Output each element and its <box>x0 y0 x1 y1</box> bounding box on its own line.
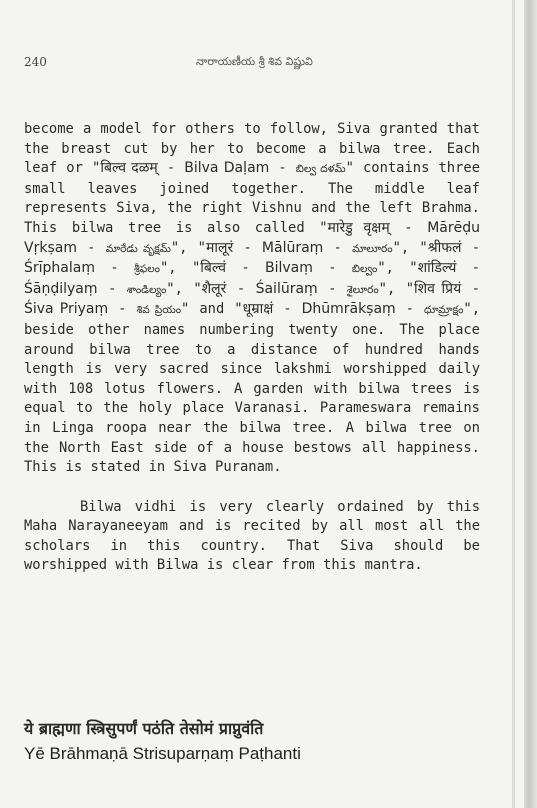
text-segment: - <box>312 260 352 277</box>
roman-term: Mārēḍu Vṛkṣam <box>24 219 480 256</box>
text-segment: - <box>395 301 425 318</box>
hindi-term: धूम्राक्षं <box>242 301 274 318</box>
text-segment: become a model for others to follow, Siva granted that the breast cut by her to become a bilwa tree. Each leaf or " <box>24 121 480 177</box>
text-segment: - <box>157 160 185 177</box>
text-segment: ", " <box>377 260 418 277</box>
roman-term: Śiva Priyaṃ <box>24 301 109 318</box>
text-segment: - <box>317 280 347 297</box>
paragraph-bilwa-vidhi: Bilwa vidhi is very clearly ordained by this Maha Narayaneeyam and is recited by all most all the scholars in this country. That Siva should be worshipped with Bilwa is clear from this mantra. <box>24 498 480 574</box>
text-segment: - <box>233 239 262 256</box>
hindi-term: शैलूरं <box>201 280 227 297</box>
roman-term: Mālūraṃ <box>261 239 324 256</box>
hindi-term: शिव प्रियं <box>414 280 462 297</box>
text-segment: - <box>226 280 256 297</box>
text-segment: - <box>225 260 265 277</box>
hindi-term: मारेडु वृक्षम् <box>327 219 390 236</box>
text-segment: - <box>461 280 481 297</box>
telugu-term: బిల్వం <box>351 263 378 276</box>
roman-term: Dhūmrākṣaṃ <box>301 301 396 318</box>
page-edge-shadow <box>512 0 515 808</box>
telugu-term: శైలూరం <box>346 283 379 296</box>
hindi-term: मालूरं <box>205 239 234 256</box>
page-number: 240 <box>24 55 47 69</box>
hindi-term: बिल्व दळम् <box>100 160 158 177</box>
hindi-term: श्रीफलं <box>427 239 462 256</box>
text-segment: ", " <box>160 260 201 277</box>
text-segment: " contains three small leaves joined together. The middle leaf represents Siva, the right Vishnu and the left Brahma. This bilwa tree is also called " <box>24 160 481 236</box>
roman-term: Śrīphalaṃ <box>24 260 95 277</box>
telugu-term: శివ ప్రియం <box>136 304 182 317</box>
roman-term: Bilvaṃ <box>264 260 313 277</box>
text-segment: - <box>461 239 481 256</box>
text-segment: ", " <box>166 280 202 297</box>
page-header <box>24 55 494 73</box>
text-segment: - <box>94 260 134 277</box>
text-segment: - <box>323 239 353 256</box>
telugu-term: శ్రీఫలం <box>133 263 160 276</box>
text-segment: - <box>108 301 137 318</box>
telugu-term: ధూమ్రాక్షం <box>424 304 464 317</box>
running-title: నారాయణీయ శ్రీ శివ విష్ణువి <box>196 55 313 68</box>
telugu-term: మాలూరం <box>352 242 393 255</box>
telugu-term: బిల్వ దళమ్ <box>295 163 346 176</box>
roman-term: Bilva Daḷam <box>184 160 270 177</box>
verse-devanagari: ये ब्राह्मणा स्त्रिसुपर्णं पठंति तेसोमं प्राप्नुवंति <box>24 719 264 738</box>
text-segment: - <box>389 219 428 236</box>
text-segment: - <box>97 280 127 297</box>
roman-term: Śāṇḍilyaṃ <box>24 280 98 297</box>
text-segment: - <box>76 239 106 256</box>
text-segment: ", " <box>392 239 428 256</box>
paragraph-bilwa-names <box>24 120 480 478</box>
telugu-term: మారేడు వృక్షమ్ <box>105 242 171 255</box>
text-segment: ", " <box>170 239 206 256</box>
text-segment: ", " <box>378 280 415 297</box>
text-segment: - <box>269 160 296 177</box>
text-segment: - <box>456 260 481 277</box>
verse-transliteration: Yē Brāhmaṇā Strisuparṇaṃ Paṭhanti <box>24 744 301 763</box>
hindi-term: बिल्वं <box>200 260 226 277</box>
text-segment: " and " <box>181 301 243 318</box>
body-text <box>24 120 480 576</box>
telugu-term: శాండిల్యం <box>126 283 167 296</box>
roman-term: Śailūraṃ <box>255 280 318 297</box>
text-segment: ", beside other names numbering twenty one. The place around bilwa tree to a distance of hundred hands length is very sacred since lakshmi worshipped daily with 108 lotus flowers. A garden with bilwa trees is equal to the holy place Varanasi. Parameswara remains in Linga roopa near the bilwa tree. A bilwa tree on the North East side of a house bestows all happiness. This is stated in Siva Puranam. <box>24 301 481 476</box>
page-edge <box>524 0 537 808</box>
hindi-term: शांडिल्यं <box>417 260 457 277</box>
text-segment: - <box>273 301 302 318</box>
